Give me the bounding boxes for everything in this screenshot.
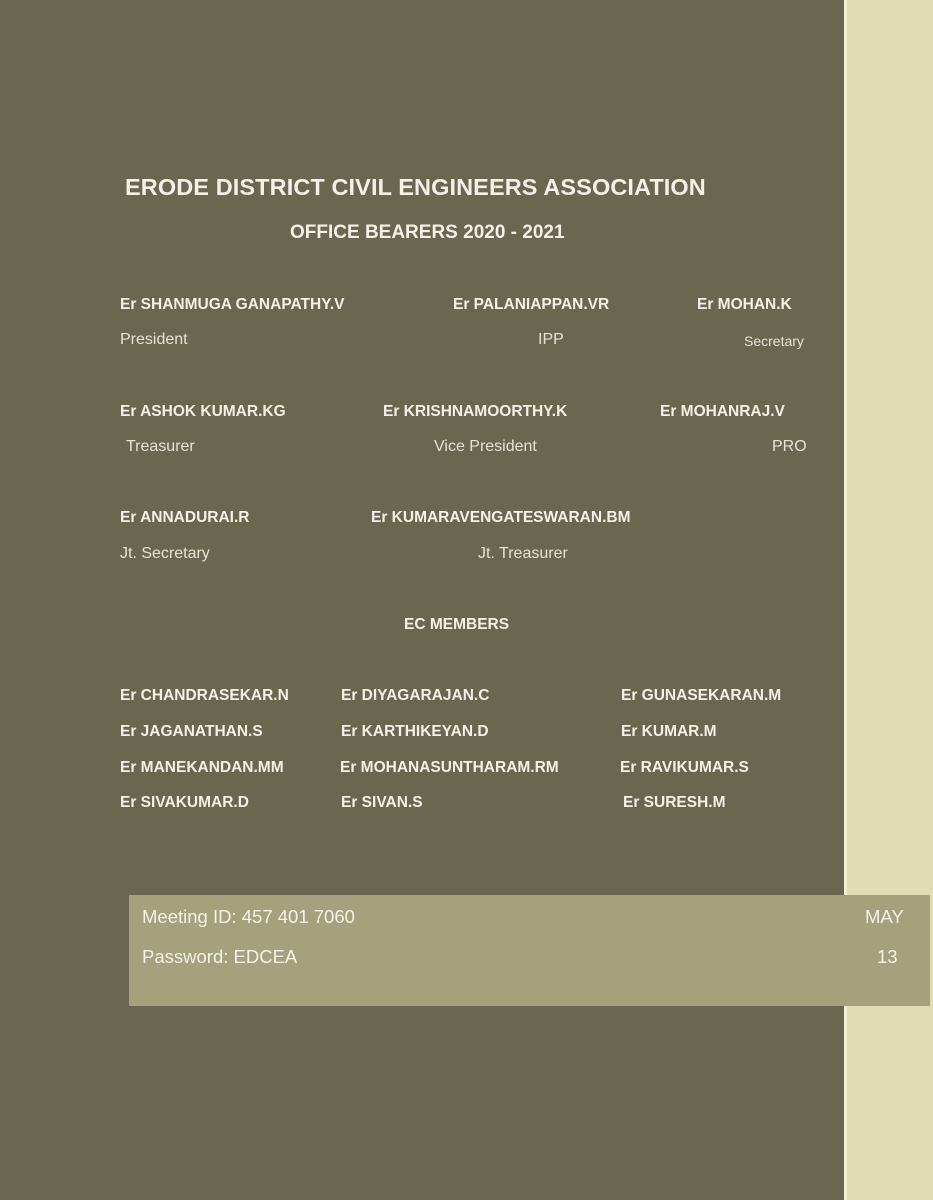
ec-member: Er RAVIKUMAR.S bbox=[620, 759, 749, 776]
bearer-name: Er PALANIAPPAN.VR bbox=[453, 296, 610, 313]
bearer-name: Er MOHANRAJ.V bbox=[660, 403, 785, 420]
ec-member: Er KUMAR.M bbox=[621, 723, 717, 740]
bearer-name: Er SHANMUGA GANAPATHY.V bbox=[120, 296, 345, 313]
bearer-role: Treasurer bbox=[126, 438, 195, 455]
bearer-name: Er KUMARAVENGATESWARAN.BM bbox=[371, 509, 631, 526]
ec-member: Er JAGANATHAN.S bbox=[120, 723, 263, 740]
meeting-id: Meeting ID: 457 401 7060 bbox=[142, 906, 355, 927]
meeting-day: 13 bbox=[877, 946, 898, 967]
ec-member: Er SIVAN.S bbox=[341, 794, 423, 811]
bearer-name: Er ANNADURAI.R bbox=[120, 509, 250, 526]
bearer-role: PRO bbox=[772, 438, 807, 455]
side-stripe bbox=[846, 0, 933, 1200]
bearer-role: President bbox=[120, 331, 188, 348]
ec-member: Er SURESH.M bbox=[623, 794, 726, 811]
ec-member: Er KARTHIKEYAN.D bbox=[341, 723, 489, 740]
bearer-name: Er ASHOK KUMAR.KG bbox=[120, 403, 286, 420]
document-title: ERODE DISTRICT CIVIL ENGINEERS ASSOCIATION bbox=[125, 174, 706, 200]
meeting-month: MAY bbox=[865, 906, 904, 927]
document-subtitle: OFFICE BEARERS 2020 - 2021 bbox=[290, 222, 565, 243]
bearer-name: Er KRISHNAMOORTHY.K bbox=[383, 403, 568, 420]
side-stripe-edge bbox=[844, 0, 847, 1200]
ec-heading: EC MEMBERS bbox=[404, 616, 510, 633]
meeting-password: Password: EDCEA bbox=[142, 946, 298, 967]
bearer-role: Secretary bbox=[744, 333, 804, 349]
ec-member: Er DIYAGARAJAN.C bbox=[341, 687, 490, 704]
ec-member: Er SIVAKUMAR.D bbox=[120, 794, 249, 811]
bearer-role: Jt. Secretary bbox=[120, 545, 210, 562]
bearer-name: Er MOHAN.K bbox=[697, 296, 792, 313]
bearer-role: Jt. Treasurer bbox=[478, 545, 568, 562]
ec-member: Er GUNASEKARAN.M bbox=[621, 687, 782, 704]
meeting-info-box bbox=[129, 895, 930, 1006]
bearer-role: Vice President bbox=[434, 438, 537, 455]
ec-member: Er MOHANASUNTHARAM.RM bbox=[340, 759, 559, 776]
ec-member: Er CHANDRASEKAR.N bbox=[120, 687, 289, 704]
ec-member: Er MANEKANDAN.MM bbox=[120, 759, 284, 776]
bearer-role: IPP bbox=[538, 331, 564, 348]
